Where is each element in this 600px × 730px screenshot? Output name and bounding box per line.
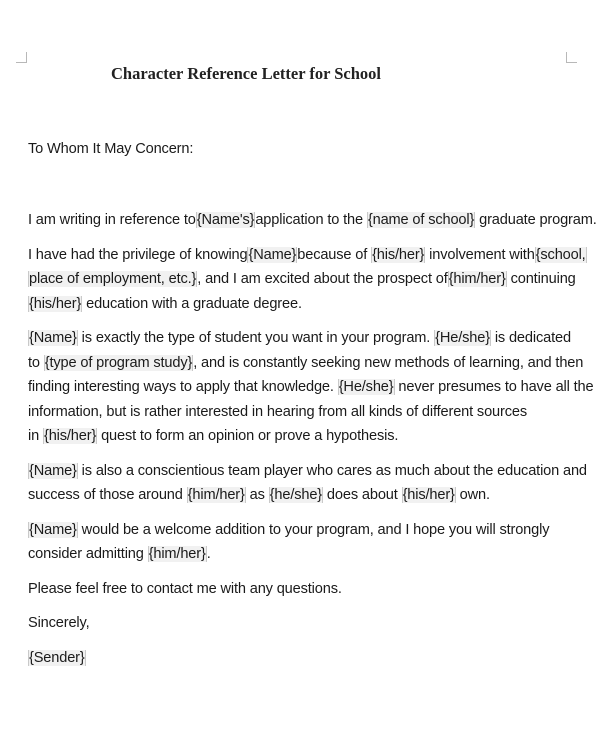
placeholder-field: {Name} <box>29 330 77 346</box>
text-line <box>28 459 588 484</box>
text-segment: is also a conscientious team player who cares as much about the education and <box>77 462 587 479</box>
text-segment: would be a welcome addition to your program, and I hope you will strongly <box>77 521 550 538</box>
placeholder-field: {his/her} <box>43 428 97 444</box>
text-segment: involvement with <box>425 246 535 263</box>
text-segment: graduate program. <box>475 212 597 228</box>
placeholder-field: {He/she} <box>338 379 394 395</box>
text-segment: information, but is rather interested in hearing from all kinds of different sources <box>28 403 527 420</box>
text-segment: , and is constantly seeking new methods of learning, and then <box>193 354 584 371</box>
placeholder-field: {his/her} <box>402 487 455 503</box>
text-line <box>28 518 588 543</box>
text-segment: is dedicated <box>490 330 571 346</box>
placeholder-field: {his/her} <box>29 295 82 312</box>
text-segment: in <box>28 428 43 444</box>
text-line <box>28 646 588 671</box>
letter-paragraph <box>28 577 588 602</box>
text-segment: quest to form an opinion or prove a hypothesis. <box>97 428 399 444</box>
letter-paragraph <box>28 326 594 449</box>
text-segment: Sincerely, <box>28 615 90 631</box>
placeholder-field: {Name's} <box>196 212 255 228</box>
text-segment: because of <box>297 246 372 263</box>
text-line <box>28 267 588 292</box>
text-line <box>28 208 597 233</box>
placeholder-field: {him/her} <box>148 546 206 562</box>
text-line <box>28 375 594 400</box>
placeholder-field: {Name} <box>29 462 77 479</box>
text-line <box>28 400 588 425</box>
text-line <box>28 542 588 567</box>
placeholder-field: {name of school} <box>367 212 475 228</box>
text-segment: consider admitting <box>28 546 148 562</box>
letter-paragraph <box>28 611 588 636</box>
text-segment: continuing <box>506 271 576 287</box>
text-segment: finding interesting ways to apply that knowledge. <box>28 379 338 395</box>
letter-paragraph <box>28 459 588 508</box>
text-segment: . <box>206 546 211 562</box>
placeholder-field: {his/her} <box>372 246 425 263</box>
page-margin-marker-top-left <box>16 52 27 63</box>
placeholder-field: {him/her} <box>448 271 506 287</box>
document-title: Character Reference Letter for School <box>111 64 382 83</box>
text-segment: Please feel free to contact me with any questions. <box>28 580 342 597</box>
text-segment: , and I am excited about the prospect of <box>197 271 448 287</box>
text-segment: own. <box>455 487 490 503</box>
text-line <box>28 611 588 636</box>
letter-paragraph <box>28 646 588 671</box>
text-line <box>28 424 588 449</box>
text-line <box>28 243 588 268</box>
placeholder-field: {He/she} <box>435 330 490 346</box>
salutation: To Whom It May Concern: <box>28 141 194 157</box>
placeholder-field: place of employment, etc.} <box>29 271 197 287</box>
placeholder-field: {him/her} <box>187 487 245 503</box>
text-segment: I am writing in reference to <box>28 212 196 228</box>
text-segment: education with a graduate degree. <box>82 295 302 312</box>
page-margin-marker-top-right <box>566 52 577 63</box>
placeholder-field: {he/she} <box>269 487 323 503</box>
text-segment: does about <box>323 487 402 503</box>
text-segment: to <box>28 354 44 371</box>
text-line <box>28 351 588 376</box>
placeholder-field: {Name} <box>248 246 297 263</box>
placeholder-field: {type of program study} <box>44 354 193 371</box>
text-line <box>28 577 588 602</box>
letter-body <box>28 208 597 680</box>
letter-paragraph <box>28 208 597 233</box>
placeholder-field: {Sender} <box>29 649 85 666</box>
text-segment: never presumes to have all the <box>394 379 594 395</box>
text-segment: is exactly the type of student you want in your program. <box>77 330 435 346</box>
placeholder-field: {Name} <box>29 521 77 538</box>
text-line <box>28 326 588 351</box>
letter-paragraph <box>28 243 588 317</box>
text-segment: success of those around <box>28 487 187 503</box>
text-line <box>28 292 588 317</box>
placeholder-field: {school, <box>535 246 586 263</box>
text-segment: as <box>245 487 269 503</box>
text-segment: application to the <box>255 212 367 228</box>
text-line <box>28 483 588 508</box>
text-segment: I have had the privilege of knowing <box>28 246 248 263</box>
letter-paragraph <box>28 518 588 567</box>
